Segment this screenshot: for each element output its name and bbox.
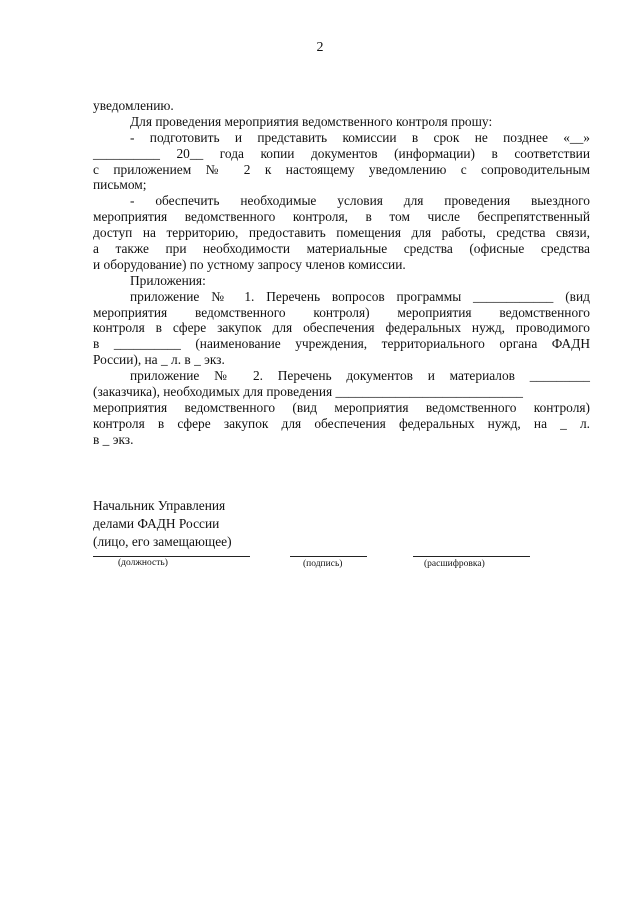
text-line: Для проведения мероприятия ведомственного контроля прошу: bbox=[130, 113, 493, 129]
signatory-position bbox=[93, 497, 232, 551]
text-line: а также при необходимости материальные средства (офисные средства bbox=[93, 241, 590, 257]
text-line: приложение № 1. Перечень вопросов программы ____________ (вид bbox=[130, 288, 590, 304]
text-line: письмом; bbox=[93, 177, 147, 193]
text-line: контроля в сфере закупок для обеспечения федеральных нужд, на _ л. bbox=[93, 415, 590, 431]
text-line: доступ на территорию, предоставить помещения для работы, средства связи, bbox=[93, 225, 590, 241]
text-line: мероприятия ведомственного контроля, в том числе беспрепятственный bbox=[93, 209, 590, 225]
position-line: делами ФАДН России bbox=[93, 516, 220, 531]
text-line: контроля в сфере закупок для обеспечения федеральных нужд, проводимого bbox=[93, 320, 590, 336]
position-label: (должность) bbox=[118, 558, 168, 568]
decoding-signature-line bbox=[413, 556, 530, 557]
text-line: - обеспечить необходимые условия для проведения выездного bbox=[130, 193, 590, 209]
text-line: приложение № 2. Перечень документов и материалов _________ bbox=[130, 368, 590, 384]
position-signature-line bbox=[93, 556, 250, 557]
text-line: (заказчика), необходимых для проведения ____________________________ bbox=[93, 384, 523, 400]
position-line: (лицо, его замещающее) bbox=[93, 534, 232, 549]
text-line: уведомлению. bbox=[93, 98, 174, 113]
signature-label: (подпись) bbox=[303, 559, 343, 569]
text-line: в _ экз. bbox=[93, 431, 134, 447]
text-line: мероприятия ведомственного (вид мероприятия ведомственного контроля) bbox=[93, 399, 590, 415]
text-line: __________ 20__ года копии документов (информации) в соответствии bbox=[93, 145, 590, 161]
text-line: и оборудование) по устному запросу членов комиссии. bbox=[93, 256, 406, 272]
text-line: - подготовить и представить комиссии в срок не позднее «__» bbox=[130, 129, 590, 145]
text-line: с приложением № 2 к настоящему уведомлению с сопроводительным bbox=[93, 161, 590, 177]
text-line: в __________ (наименование учреждения, территориального органа ФАДН bbox=[93, 336, 590, 352]
decoding-label: (расшифровка) bbox=[424, 559, 485, 569]
document-body bbox=[93, 98, 590, 448]
text-line: мероприятия ведомственного контроля) мероприятия ведомственного bbox=[93, 304, 590, 320]
text-line: России), на _ л. в _ экз. bbox=[93, 352, 225, 368]
text-line: Приложения: bbox=[130, 272, 206, 288]
position-line: Начальник Управления bbox=[93, 498, 226, 513]
signature-line bbox=[290, 556, 367, 557]
page-number: 2 bbox=[316, 40, 324, 55]
